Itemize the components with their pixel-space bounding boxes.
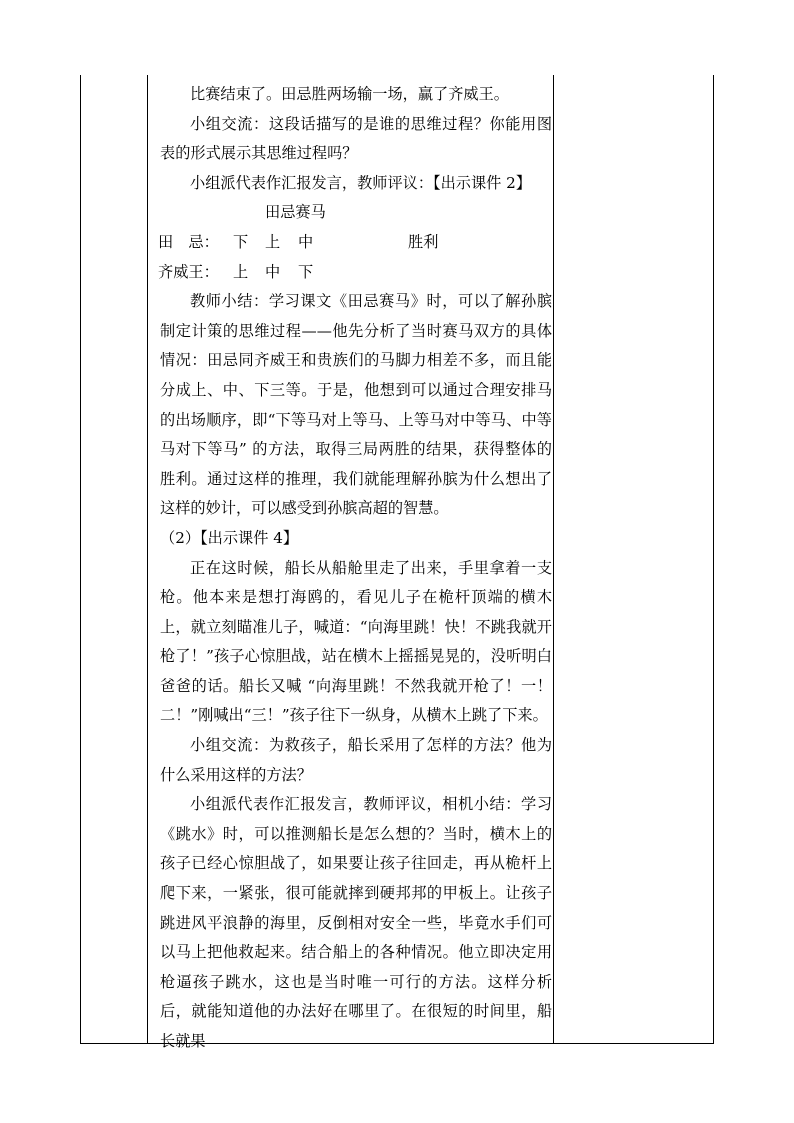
- lesson-content-cell: [160, 80, 552, 1057]
- diagram-cell: 下: [233, 232, 249, 251]
- paragraph-group-discussion-1: 小组交流：这段话描写的是谁的思维过程？你能用图表的形式展示其思维过程吗？: [160, 114, 552, 163]
- paragraph-teacher-summary: 教师小结：学习课文《田忌赛马》时，可以了解孙膑制定计策的思维过程——他先分析了当时赛马双方的具体情况：田忌同齐威王和贵族们的马脚力相差不多，而且能分成上、中、下三等。于是，他想到可以通过合理安排马的出场顺序，即“下等马对上等马、上等马对中等马、中等马对下等马” 的方法，取得三局两胜的结果，获得整体的胜利。通过这样的推理，我们就能理解孙膑为什么想出了这样的妙计，可以感受到孙膑高超的智慧。: [160, 292, 552, 518]
- diagram-row-label: 齐威王：: [158, 262, 219, 281]
- diagram-cell: 下: [298, 262, 314, 281]
- table-border-left: [80, 75, 81, 1044]
- table-border-right: [713, 75, 714, 1044]
- table-border-col1: [147, 75, 148, 1044]
- paragraph-result: 比赛结束了。田忌胜两场输一场，赢了齐威王。: [190, 85, 509, 103]
- diagram-cell: 上: [265, 232, 281, 251]
- diagram-title: 田忌赛马: [265, 203, 326, 222]
- paragraph-group-discussion-2: 小组交流：为救孩子，船长采用了怎样的方法？他为什么采用这样的方法？: [160, 736, 552, 784]
- diagram-cell: 中: [265, 262, 281, 281]
- diagram-row-tianji: [160, 228, 552, 258]
- diagram-title-row: [160, 198, 552, 228]
- diagram-result: 胜利: [408, 232, 439, 251]
- diagram-cell: 上: [233, 262, 249, 281]
- paragraph-story-excerpt: 正在这时候，船长从船舱里走了出来，手里拿着一支枪。他本来是想打海鸥的，看见儿子在桅杆顶端的横木上，就立刻瞄准儿子，喊道：“向海里跳！快！不跳我就开枪了！”孩子心惊胆战，站在横木上摇摇晃晃的，没听明白爸爸的话。船长又喊 “向海里跳！不然我就开枪了！一！二！”刚喊出“三！”孩子往下一纵身，从横木上跳了下来。: [160, 558, 552, 725]
- paragraph-section-2: （2）【出示课件 4】: [160, 528, 299, 547]
- paragraph-report-1: 小组派代表作汇报发言，教师评议：【出示课件 2】: [190, 173, 532, 192]
- paragraph-report-2: 小组派代表作汇报发言，教师评议，相机小结：学习《跳水》时，可以推测船长是怎么想的？当时，横木上的孩子已经心惊胆战了，如果要让孩子往回走，再从桅杆上爬下来，一紧张，很可能就摔到硬邦邦的甲板上。让孩子跳进风平浪静的海里，反倒相对安全一些，毕竟水手们可以马上把他救起来。结合船上的各种情况。他立即决定用枪逼孩子跳水，这也是当时唯一可行的方法。这样分析后，就能知道他的办法好在哪里了。在很短的时间里，船长就果: [160, 795, 552, 1050]
- diagram-cell: 中: [298, 232, 314, 251]
- diagram-row-label: 田 忌：: [158, 232, 219, 251]
- diagram-row-qiweiwang: [160, 258, 552, 288]
- table-border-col2: [553, 75, 554, 1044]
